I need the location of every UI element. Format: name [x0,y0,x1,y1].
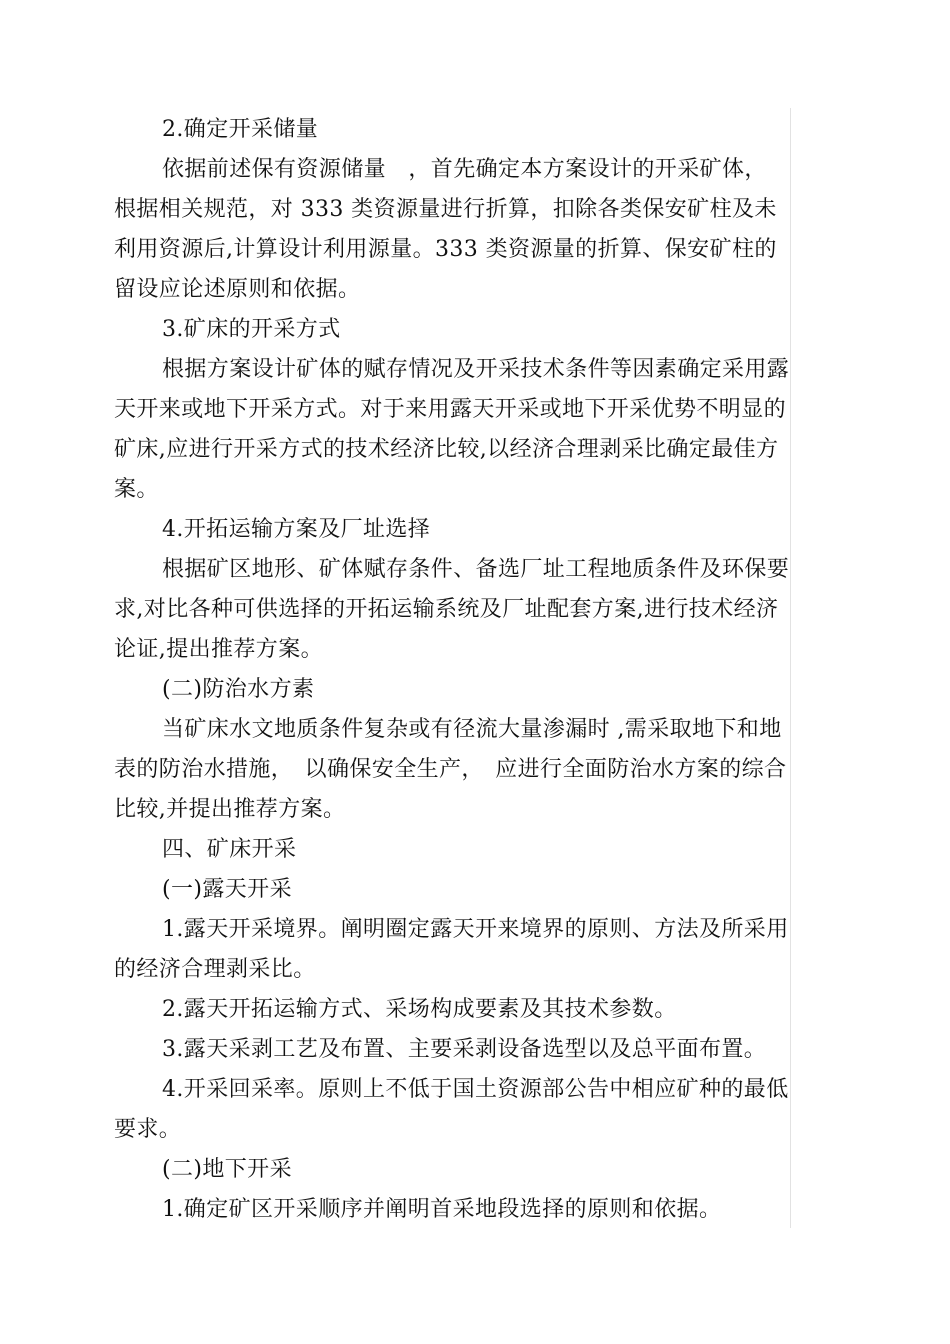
document-body [114,110,790,1230]
subheading-underground: (二)地下开采 [162,1157,292,1182]
heading-development-transport: 4.开拓运输方案及厂址选择 [162,517,431,542]
paragraph-mining-reserves: 依据前述保有资源储量 ，首先确定本方案设计的开采矿体， 根据相关规范，对 333 类资源量进行折算，扣除各类保安矿柱及未利用资源后,计算设计利用源量。333 类资源量的折算、保安矿柱的留设应论述原则和依据。 [114,157,779,302]
list-item-recovery-rate: 4.开采回采率。原则上不低于国土资源部公告中相应矿种的最低要求。 [114,1077,789,1142]
heading-mining-method: 3.矿床的开采方式 [162,317,341,342]
paragraph-mining-method: 根据方案设计矿体的赋存情况及开采技术条件等因素确定采用露天开来或地下开采方式。对于来用露天开采或地下开采优势不明显的矿床,应进行开采方式的技术经济比较,以经济合理剥采比确定最佳方案。 [114,357,790,502]
list-item-open-pit-stripping: 3.露天采剥工艺及布置、主要采剥设备选型以及总平面布置。 [162,1037,767,1062]
heading-mining-reserves: 2.确定开采储量 [162,117,319,142]
page-edge-rule [790,108,791,1228]
list-item-mining-sequence: 1.确定矿区开采顺序并阐明首采地段选择的原则和依据。 [162,1197,722,1222]
list-item-open-pit-boundary: 1.露天开采境界。阐明圈定露天开来境界的原则、方法及所采用的经济合理剥采比。 [114,917,789,982]
subheading-open-pit: (一)露天开采 [162,877,292,902]
paragraph-development-transport: 根据矿区地形、矿体赋存条件、备选厂址工程地质条件及环保要求,对比各种可供选择的开拓运输系统及厂址配套方案,进行技术经济论证,提出推荐方案。 [114,557,790,662]
list-item-open-pit-transport: 2.露天开拓运输方式、采场构成要素及其技术参数。 [162,997,677,1022]
heading-water-control: (二)防治水方素 [162,677,315,702]
section-heading-deposit-mining: 四、矿床开采 [162,837,297,862]
paragraph-water-control: 当矿床水文地质条件复杂或有径流大量渗漏时 ,需采取地下和地表的防治水措施， 以确保安全生产， 应进行全面防治水方案的综合比较,并提出推荐方案。 [114,717,787,822]
